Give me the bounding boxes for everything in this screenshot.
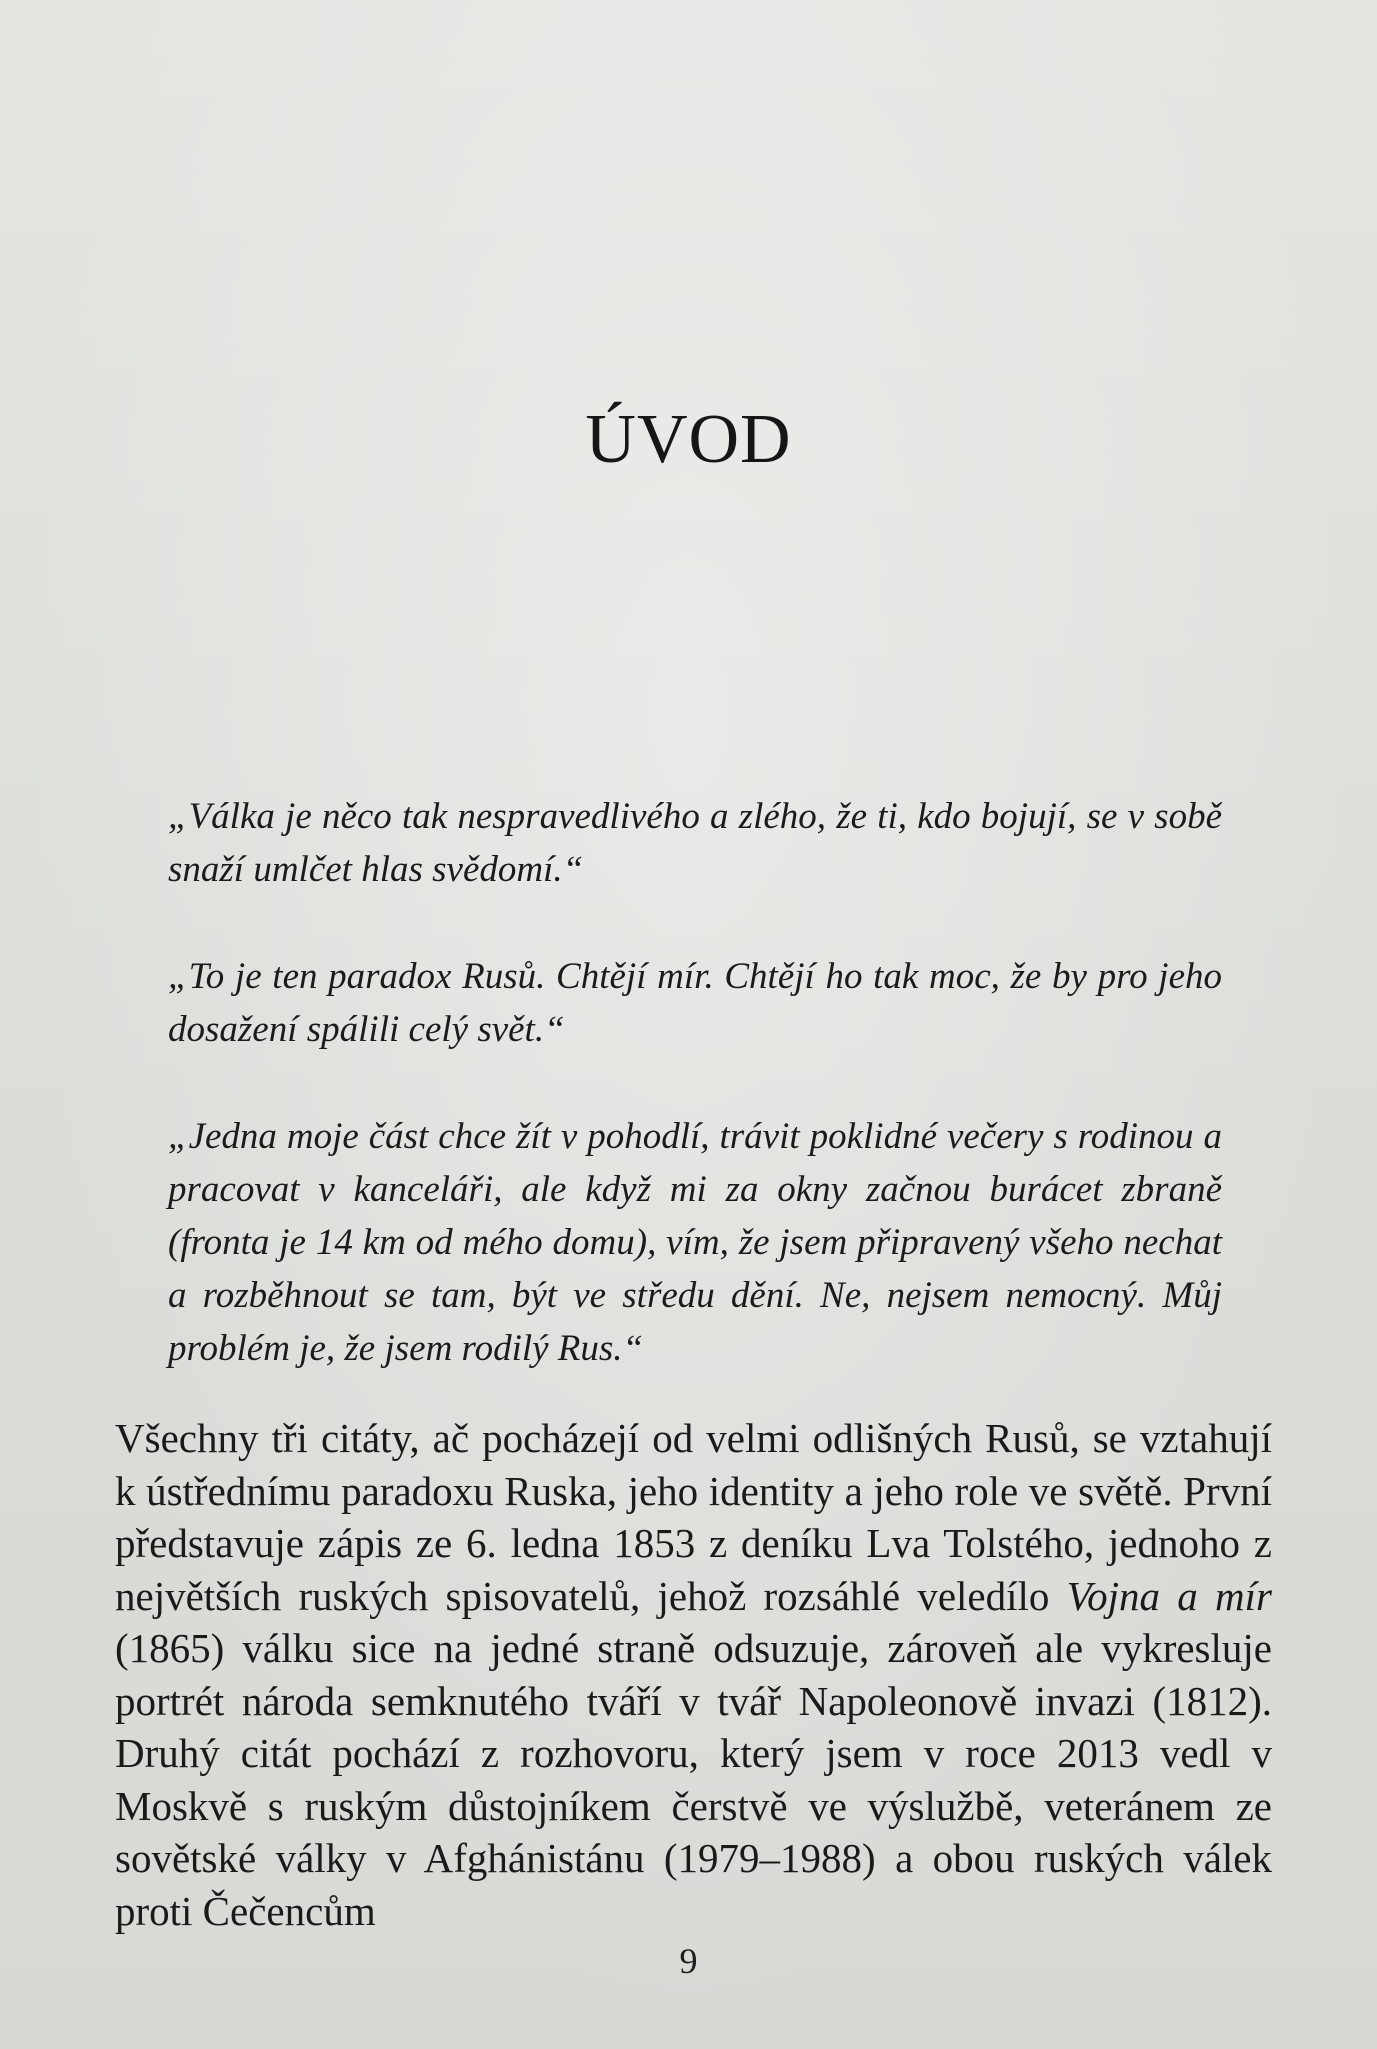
body-paragraph <box>115 1412 1272 1937</box>
work-title: Vojna a mír <box>1066 1572 1272 1619</box>
page-number: 9 <box>679 1941 698 1981</box>
epigraph-quotes <box>168 790 1222 1429</box>
quote-officer: „To je ten paradox Rusů. Chtějí mír. Chtějí ho tak moc, že by pro jeho dosažení spálili celý svět.“ <box>168 956 1222 1050</box>
body-text-part-1: Všechny tři citáty, ač pocházejí od velmi odlišných Rusů, se vztahují k ústřednímu paradoxu Ruska, jeho identity a jeho role ve světě. První představuje zápis ze 6. ledna 1853 z deníku Lva Tolstého, jednoho z největších ruských spisovatelů, jehož rozsáhlé veledílo <box>115 1415 1272 1619</box>
chapter-heading: ÚVOD <box>585 401 792 478</box>
quote-native-russian: „Jedna moje část chce žít v pohodlí, trávit poklidné večery s rodinou a pracovat v kanceláři, ale když mi za okny začnou burácet zbraně (fronta je 14 km od mého domu), vím, že jsem připravený všeho nechat a rozběhnout se tam, být ve středu dění. Ne, nejsem nemocný. Můj problém je, že jsem rodilý Rus.“ <box>168 1116 1222 1369</box>
quote-tolstoy: „Válka je něco tak nespravedlivého a zlého, že ti, kdo bojují, se v sobě snaží umlčet hlas svědomí.“ <box>168 796 1222 890</box>
body-text-part-2: (1865) válku sice na jedné straně odsuzuje, zároveň ale vykresluje portrét národa semknutého tváří v tvář Napoleonově invazi (1812). Druhý citát pochází z rozhovoru, který jsem v roce 2013 vedl v Moskvě s ruským důstojníkem čerstvě ve výslužbě, veteránem ze sovětské války v Afghánistánu (1979–1988) a obou ruských válek proti Čečencům <box>115 1625 1272 1934</box>
